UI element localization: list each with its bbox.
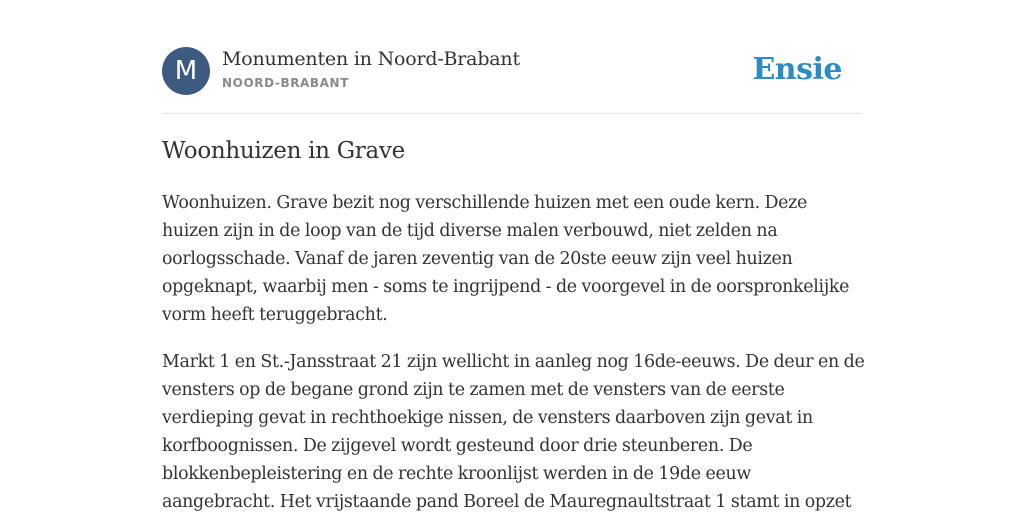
header: [162, 47, 862, 113]
article-paragraph: Woonhuizen. Grave bezit nog verschillende huizen met een oude kern. Deze huizen zijn in de loop van de tijd diverse malen verbouwd, niet zelden na oorlogsschade. Vanaf de jaren zeventig van de 20ste eeuw zijn veel huizen opgeknapt, waarbij men - soms te ingrijpend - de voorgevel in de oorspronkelijke vorm heeft teruggebracht.: [162, 193, 850, 325]
article-title: Woonhuizen in Grave: [162, 138, 405, 164]
divider: [162, 113, 862, 114]
article-body: [162, 189, 866, 512]
source-title[interactable]: Monumenten in Noord-Brabant: [222, 48, 520, 70]
source-subtitle: NOORD-BRABANT: [222, 76, 349, 90]
avatar: M: [162, 47, 210, 95]
ensie-logo[interactable]: Ensie: [752, 52, 842, 87]
article-paragraph: Markt 1 en St.-Jansstraat 21 zijn wellicht in aanleg nog 16de-eeuws. De deur en de vensters op de begane grond zijn te zamen met de vensters van de eerste verdieping gevat in rechthoekige nissen, de vensters daarboven zijn gevat in korfboognissen. De zijgevel wordt gesteund door drie steunberen. De blokkenbepleistering en de rechte kroonlijst werden in de 19de eeuw aangebracht. Het vrijstaande pand Boreel de Mauregnaultstraat 1 stamt in opzet: [162, 352, 865, 512]
